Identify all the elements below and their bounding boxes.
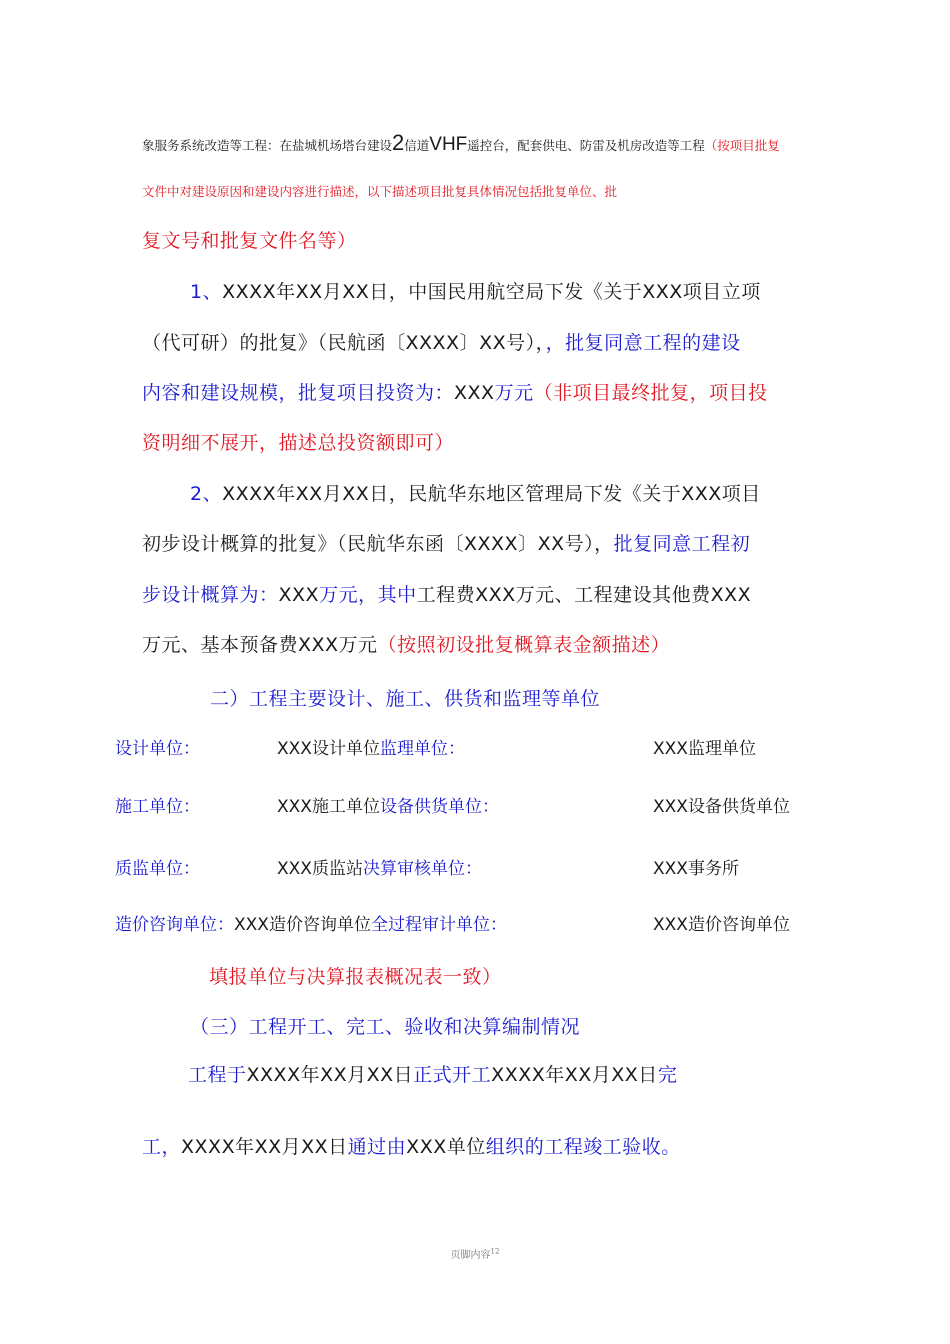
intro-line-3: 复文号和批复文件名等） xyxy=(142,230,357,252)
intro-red-note-start: （按项目批复 xyxy=(704,138,780,153)
unit-row-quality xyxy=(277,854,482,879)
intro-text-c: 遥控台，配套供电、防雷及机房改造等工程 xyxy=(467,138,705,153)
item2-line-2 xyxy=(142,529,750,556)
s3-date-3: XXXX年XX月XX日 xyxy=(181,1136,348,1158)
unit-label-supervision: 监理单位： xyxy=(379,739,465,759)
unit-label-supplier: 设备供货单位： xyxy=(379,797,499,817)
unit-label-audit: 决算审核单位： xyxy=(362,859,482,879)
item2-text-1: XXXX年XX月XX日，民航华东地区管理局下发《关于XXX项目 xyxy=(222,483,761,505)
item2-text-2: 初步设计概算的批复》（民航华东函〔XXXX〕XX号）， xyxy=(142,533,614,555)
unit-value-audit: XXX事务所 xyxy=(653,859,739,879)
item1-line-3 xyxy=(142,378,768,405)
units-note: 填报单位与决算报表概况表一致） xyxy=(209,966,502,988)
intro-line-1 xyxy=(142,130,780,156)
unit-label-full-audit: 全过程审计单位： xyxy=(370,915,507,935)
section2-heading: 二）工程主要设计、施工、供货和监理等单位 xyxy=(210,688,601,710)
unit-value-construction: XXX施工单位 xyxy=(277,797,380,817)
s3-text-2: 正式开工 xyxy=(413,1064,492,1086)
unit-row-construction xyxy=(277,792,499,817)
unit-value-supplier: XXX设备供货单位 xyxy=(653,797,790,817)
item2-unit: 万元，其中 xyxy=(319,584,417,606)
s3-text-4: 工， xyxy=(142,1136,182,1158)
item1-blue-2: ，批复同意工程的建设 xyxy=(545,332,741,354)
item1-line-4: 资明细不展开，描述总投资额即可） xyxy=(142,432,455,454)
unit-label-quality: 质监单位： xyxy=(115,859,200,879)
s3-text-5: 通过由 xyxy=(347,1136,407,1158)
item1-amount: XXX xyxy=(454,382,495,404)
unit-label-cost: 造价咨询单位： xyxy=(115,915,234,935)
item2-number: 2、 xyxy=(190,483,223,505)
item2-line-3 xyxy=(142,580,751,607)
unit-label-construction: 施工单位： xyxy=(115,797,200,817)
intro-vhf: VHF xyxy=(429,134,468,155)
s3-date-2: XXXX年XX月XX日 xyxy=(491,1064,658,1086)
section3-line-1 xyxy=(188,1060,677,1087)
item1-blue-3: 内容和建设规模，批复项目投资为： xyxy=(142,382,455,404)
item2-text-4: 万元、基本预备费XXX万元 xyxy=(142,634,378,656)
unit-value-full-audit: XXX造价咨询单位 xyxy=(653,915,790,935)
item2-blue-2: 批复同意工程初 xyxy=(613,533,751,555)
unit-row-design xyxy=(277,734,465,759)
item2-red-4: （按照初设批复概算表金额描述） xyxy=(377,634,671,656)
item2-amount: XXX xyxy=(278,584,320,606)
intro-line-2: 文件中对建设原因和建设内容进行描述，以下描述项目批复具体情况包括批复单位、批 xyxy=(142,184,618,199)
item1-number: 1、 xyxy=(190,281,223,303)
unit-value-quality: XXX质监站 xyxy=(277,859,363,879)
intro-text-a: 象服务系统改造等工程：在盐城机场塔台建设 xyxy=(142,138,393,153)
item2-line-1 xyxy=(190,479,761,506)
unit-value-supervision: XXX监理单位 xyxy=(653,739,756,759)
page-footer xyxy=(0,1246,950,1261)
unit-value-cost: XXX造价咨询单位 xyxy=(234,915,371,935)
s3-text-6: 组织的工程竣工验收。 xyxy=(485,1136,681,1158)
item2-blue-3: 步设计概算为： xyxy=(142,584,279,606)
intro-number: 2 xyxy=(392,130,405,155)
unit-label-design: 设计单位： xyxy=(115,739,200,759)
s3-text-1: 工程于 xyxy=(188,1064,247,1086)
item2-line-4 xyxy=(142,630,670,657)
item1-line-2 xyxy=(142,328,741,355)
footer-text: 页脚内容 xyxy=(450,1250,491,1261)
item1-red-3: （非项目最终批复，项目投 xyxy=(533,382,768,404)
section3-heading: （三）工程开工、完工、验收和决算编制情况 xyxy=(190,1016,581,1038)
item1-text-2: （代可研）的批复》（民航函〔XXXX〕XX号）， xyxy=(142,332,546,354)
item1-text-1: XXXX年XX月XX日，中国民用航空局下发《关于XXX项目立项 xyxy=(222,281,761,303)
footer-page-number: 12 xyxy=(490,1247,500,1256)
intro-text-b: 信道 xyxy=(404,138,430,153)
s3-date-1: XXXX年XX月XX日 xyxy=(246,1064,414,1086)
item2-text-3: 工程费XXX万元、工程建设其他费XXX xyxy=(416,584,752,606)
unit-value-design: XXX设计单位 xyxy=(277,739,380,759)
unit-row-cost xyxy=(115,910,507,935)
section3-line-2 xyxy=(142,1132,681,1159)
item1-line-1 xyxy=(190,277,761,304)
s3-text-3: 完 xyxy=(657,1064,678,1086)
s3-unit: XXX单位 xyxy=(406,1136,486,1158)
item1-unit: 万元 xyxy=(494,382,534,404)
